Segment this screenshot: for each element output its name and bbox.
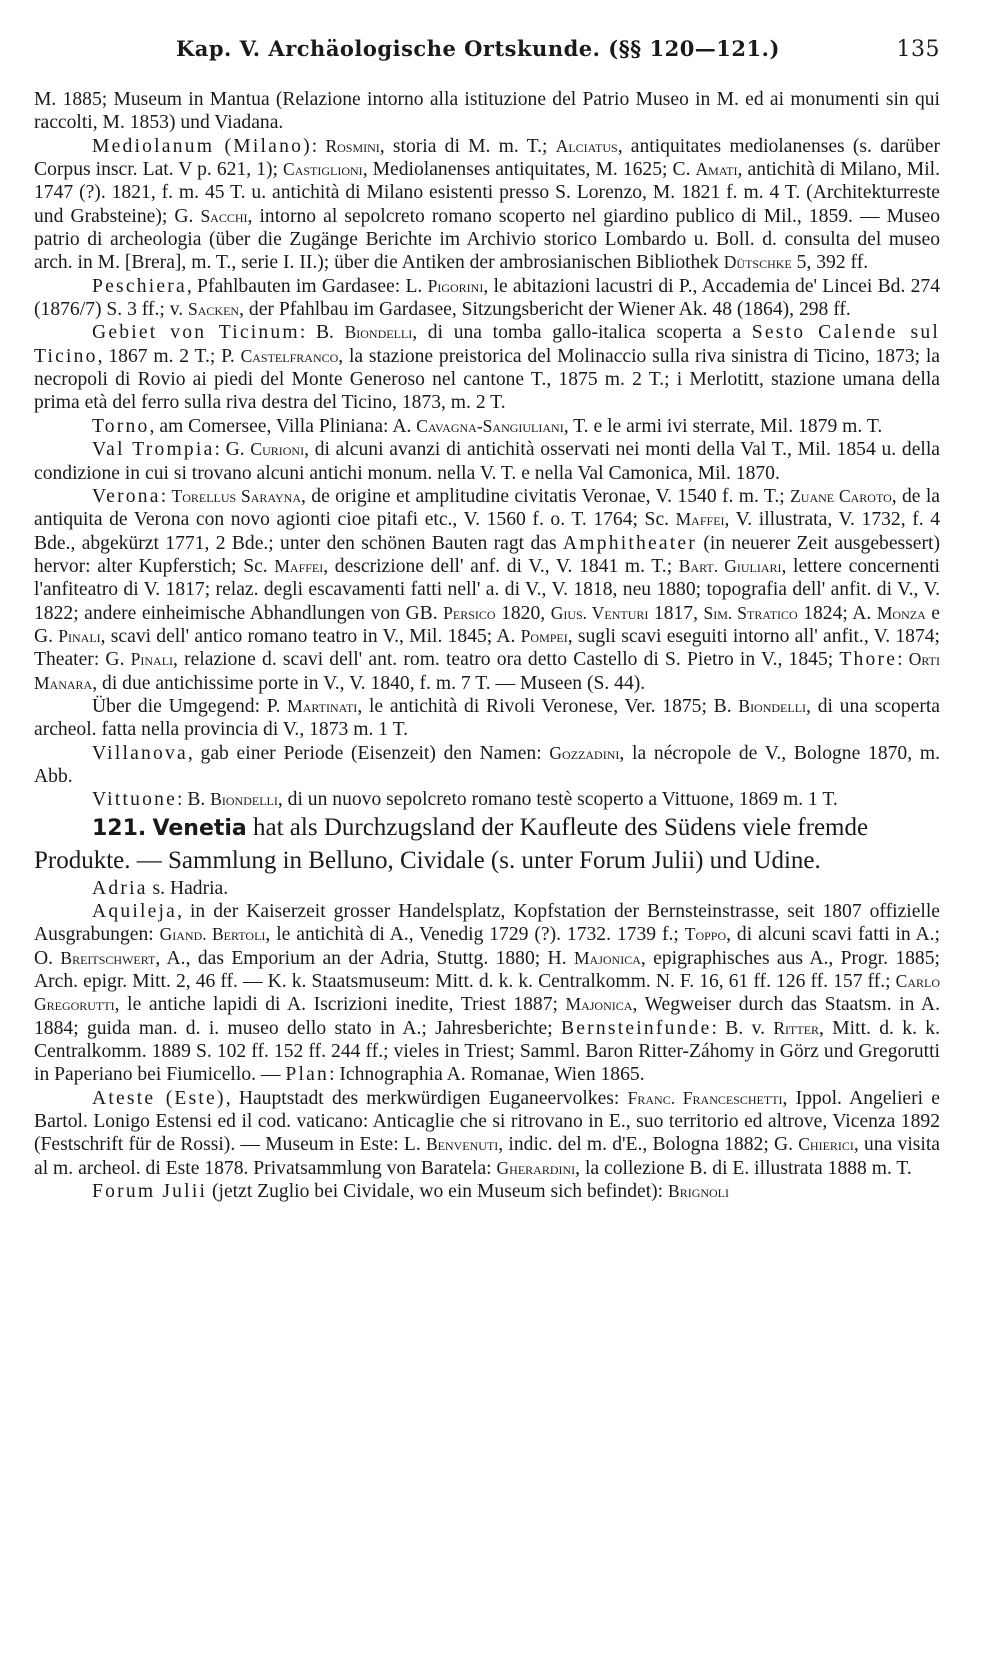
paragraph	[34, 695, 940, 742]
text-run: , di due antichissime porte in V., V. 1840, f. m. 7 T. — Museen (S. 44).	[92, 672, 646, 694]
text-run: , Mediolanenses antiquitates, M. 1625; C.	[362, 159, 696, 181]
text-run: , de origine et amplitudine civitatis Veronae, V. 1540 f. m. T.;	[301, 485, 791, 507]
text-run: Castelfranco	[240, 345, 339, 366]
text-run: Thore	[839, 649, 898, 671]
section-121	[34, 812, 940, 877]
paragraph	[34, 788, 940, 811]
text-run: , Mitt. d. k. k. Centralkomm. 1889 S. 102 ff. 152 ff. 244 ff.; vieles in Triest; Samml. Baron Ritter-Záhomy in Görz und Gregorutti in Paperiano bei Fiumicello. —	[34, 1017, 941, 1086]
text-run: , la stazione preistorica del Molinaccio sulla riva sinistra di Ticino, 1873; la necropoli di Rovio ai piedi del Monte Generoso nel cantone T., 1875 m. 2 T.; i Merlotitt, stazione umana della prima età del ferro sulla riva destra del Ticino, 1873, m. 2 T.	[34, 345, 940, 414]
paragraph	[34, 1180, 940, 1203]
paragraph	[34, 742, 940, 789]
text-run: Adria	[92, 877, 148, 899]
paragraph	[34, 438, 940, 485]
text-run: (jetzt Zuglio bei Cividale, wo ein Museum sich befindet):	[207, 1181, 669, 1203]
paragraph	[34, 88, 940, 135]
paragraph	[34, 1087, 940, 1180]
paragraph	[34, 485, 940, 695]
paragraph	[34, 275, 940, 322]
paragraphs-part-2	[34, 877, 940, 1204]
text-run: , Wegweiser durch das Staatsm. in A. 1884; guida man. d. i. museo dello stato in A.; Jahresberichte;	[34, 994, 940, 1039]
text-run: , di una scoperta archeol. fatta nella provincia di V., 1873 m. 1 T.	[34, 695, 940, 741]
text-run: e G.	[34, 602, 940, 647]
paragraph	[34, 135, 940, 275]
text-run: :	[897, 649, 909, 671]
text-run: Val Trompia	[92, 439, 215, 461]
text-run: , antiquitates mediolanenses (s. darüber Corpus inscr. Lat. V p. 621, 1);	[34, 135, 940, 181]
paragraph	[34, 877, 940, 900]
text-run: Sim. Stratico	[703, 602, 798, 623]
text-run: , le antichità di Rivoli Veronese, Ver. 1875; B.	[357, 695, 739, 717]
text-run: (in neuerer Zeit ausgebessert) hervor: alter Kupferstich; Sc.	[34, 532, 940, 577]
text-run: , una visita al m. archeol. di Este 1878. Privatsammlung von Baratela:	[34, 1134, 940, 1179]
text-run: , descrizione dell' anf. di V., V. 1841 m. T.;	[323, 555, 679, 577]
text-run: Torellus Sarayna	[171, 485, 302, 506]
paragraphs-part-1	[34, 88, 940, 812]
text-run: Verona	[92, 485, 161, 507]
paragraph	[34, 321, 940, 414]
paragraph	[34, 415, 940, 438]
text-run: Sacken	[188, 299, 240, 320]
text-run: : Ichnographia A. Romanae, Wien 1865.	[329, 1064, 645, 1086]
text-run: Majonica	[565, 994, 633, 1015]
running-header	[34, 36, 940, 62]
text-run: Maffei	[274, 555, 324, 576]
text-run: Torno	[92, 415, 150, 437]
section-intro: hat als Durchzugsland der Kaufleute des Südens viele fremde Produkte. — Sammlung in Belluno, Cividale (s. unter Forum Julii) und Udine.	[34, 813, 869, 874]
text-run: Biondelli	[344, 322, 413, 343]
text-run: , di un nuovo sepolcreto romano testè scoperto a Vittuone, 1869 m. 1 T.	[277, 789, 838, 811]
text-run: Alciatus	[555, 135, 618, 156]
text-run: , le antichità di A., Venedig 1729 (?). 1732. 1739 f.;	[265, 924, 685, 946]
text-run: Persico	[443, 602, 496, 623]
text-run: , am Comersee, Villa Pliniana: A.	[149, 415, 417, 437]
text-run: s. Hadria.	[147, 877, 229, 899]
text-run: , di alcuni scavi fatti in A.; O.	[34, 924, 941, 969]
text-run: Ritter	[773, 1017, 820, 1038]
text-run: Rosmini	[325, 135, 380, 156]
page-number: 135	[896, 37, 940, 62]
text-run: Gius. Venturi	[550, 602, 649, 623]
text-run: Pigorini	[427, 275, 484, 296]
text-run: Curioni	[250, 439, 305, 460]
text-run: 1820,	[495, 602, 551, 624]
text-run: , le antiche lapidi di A. Iscrizioni inedite, Triest 1887;	[114, 994, 566, 1016]
text-run: Martinati	[287, 695, 358, 716]
text-run: Pompei	[520, 625, 568, 646]
text-run: Zuane Caroto	[790, 485, 892, 506]
text-run: :	[311, 135, 326, 157]
text-run: Sesto Calende sul Ticino	[34, 322, 940, 367]
text-run: Pinali	[130, 649, 174, 670]
text-run: Pinali	[58, 625, 101, 646]
text-run: , sugli scavi eseguiti intorno all' anfit., V. 1874; Theater: G.	[34, 625, 940, 671]
text-run: Peschiera	[92, 275, 187, 297]
text-run: Biondelli	[738, 695, 807, 716]
text-run: , gab einer Periode (Eisenzeit) den Namen:	[187, 742, 550, 764]
text-run: : B.	[177, 789, 211, 811]
text-run: Ateste (Este)	[92, 1087, 226, 1109]
text-run: Majonica	[573, 947, 641, 968]
text-run: Über die Umgegend: P.	[92, 695, 288, 717]
text-run: , T. e le armi ivi sterrate, Mil. 1879 m. T.	[563, 415, 883, 437]
text-run: , Ippol. Angelieri e Bartol. Lonigo Estensi ed il cod. vaticano: Anticaglie che si ritrovano in E., suo territorio ed altrove, Vicenza 1892 (Festschrift für de Rossi). — Museum in Este: L.	[34, 1087, 941, 1156]
text-run: Carlo Gregorutti	[34, 971, 940, 1015]
text-run: , de la antiquita de Verona con novo agionti cioe pitafi etc., V. 1560 f. o. T. 1764; Sc.	[34, 485, 940, 531]
text-run: Villanova	[92, 742, 188, 764]
text-run: , epigraphisches aus A., Progr. 1885; Arch. epigr. Mitt. 2, 46 ff. — K. k. Staatsmuseum: Mitt. d. k. k. Centralkomm. N. F. 16, 61 ff. 126 ff. 157 ff.;	[34, 947, 940, 993]
text-run: Gebiet von Ticinum	[92, 322, 300, 344]
text-run: , scavi dell' antico romano teatro in V., Mil. 1845; A.	[100, 625, 521, 647]
text-run: , intorno al sepolcreto romano scoperto nel giardino publico di Mil., 1859. — Museo patrio di archeologia (über die Zugänge Berichte im Archivio storico Lombardo u. Boll. d. consulta del museo arch. in M. [Brera], m. T., serie I. II.); über die Antiken der ambrosianischen Bibliothek	[34, 205, 940, 274]
text-run: Castiglioni	[283, 159, 363, 180]
text-run: Amphitheater	[562, 532, 698, 554]
text-run: , lettere concernenti l'anfiteatro di V. 1817; relaz. degli escavamenti fatti nell' a. di V., V. 1818, neu 1880; topografia dell' anfit. di V., V. 1822; andere einheimische Abhandlungen von GB.	[34, 555, 941, 624]
text-run: , antichità di Milano, Mil. 1747 (?). 1821, f. m. 45 T. u. antichità di Milano esistenti presso S. Lorenzo, M. 1821 f. m. 4 T. (Architekturreste und Grabsteine); G.	[34, 159, 940, 227]
text-run: : G.	[214, 439, 251, 461]
text-run: , in der Kaiserzeit grosser Handelsplatz, Kopfstation der Bernsteinstrasse, seit 1807 offizielle Ausgrabungen:	[34, 901, 940, 946]
text-run: Aquileja	[92, 901, 178, 922]
text-run: Vittuone	[92, 789, 177, 811]
text-run: Monza	[876, 602, 926, 623]
text-run: , Hauptstadt des merkwürdigen Euganeervolkes:	[225, 1087, 628, 1109]
text-run: Gozzadini	[549, 742, 620, 763]
text-run: , le abitazioni lacustri di P., Accademia de' Lincei Bd. 274 (1876/7) S. 3 ff.; v.	[34, 275, 940, 321]
text-run: Maffei	[675, 509, 725, 530]
text-run: , la collezione B. di E. illustrata 1888 m. T.	[575, 1157, 912, 1179]
text-run: , der Pfahlbau im Gardasee, Sitzungsbericht der Wiener Ak. 48 (1864), 298 ff.	[239, 299, 851, 321]
section-heading: Venetia	[152, 815, 247, 841]
text-run: Amati	[695, 159, 738, 180]
section-number: 121.	[92, 815, 147, 841]
text-run: : B. v.	[711, 1017, 774, 1039]
text-run: Gherardini	[496, 1157, 576, 1178]
text-run: Cavagna-Sangiuliani	[416, 415, 564, 436]
text-run: Bernsteinfunde	[561, 1017, 712, 1039]
text-run: , la nécropole de V., Bologne 1870, m. Abb.	[34, 742, 940, 787]
text-run: Plan	[285, 1064, 330, 1086]
text-run: , 1867 m. 2 T.; P.	[97, 345, 241, 367]
text-run: Brignoli	[668, 1181, 730, 1202]
text-run: Franc. Franceschetti	[627, 1087, 783, 1108]
text-run: Orti Manara	[34, 649, 941, 693]
text-run: Benvenuti	[425, 1134, 499, 1155]
text-run: :	[160, 485, 172, 507]
text-run: , di alcuni avanzi di antichità osservati nei monti della Val T., Mil. 1854 u. della condizione in cui si trovano alcuni antichi monum. nella V. T. e nella Val Camonica, Mil. 1870.	[34, 439, 940, 484]
text-run: , indic. del m. d'E., Bologna 1882; G.	[498, 1134, 799, 1156]
text-run: M. 1885; Museum in Mantua (Relazione intorno alla istituzione del Patrio Museo in M. ed ai monumenti sin qui raccolti, M. 1853) und Viadana.	[34, 89, 940, 134]
text-run: Biondelli	[210, 789, 278, 810]
text-run: Chierici	[798, 1134, 854, 1155]
text-run: Forum Julii	[92, 1181, 208, 1203]
text-run: Breitschwert	[60, 947, 156, 968]
body-text	[34, 88, 940, 1203]
text-run: Mediolanum (Milano)	[92, 135, 312, 157]
text-run: 1817,	[648, 602, 704, 624]
text-run: Dütschke	[723, 252, 792, 273]
text-run: , di una tomba gallo-italica scoperta a	[412, 322, 752, 344]
paragraph	[34, 900, 940, 1087]
text-run: Toppo	[684, 924, 727, 945]
text-run: : B.	[299, 322, 345, 344]
text-run: , A., das Emporium an der Adria, Stuttg. 1880; H.	[155, 947, 574, 969]
text-run: Bart. Giuliari	[678, 555, 782, 576]
text-run: Giand. Bertoli	[159, 924, 266, 945]
text-run: , Pfahlbauten im Gardasee: L.	[186, 275, 428, 297]
text-run: , storia di M. m. T.;	[379, 135, 556, 157]
text-run: Sacchi	[200, 205, 248, 226]
chapter-title: Kap. V. Archäologische Ortskunde. (§§ 120—121.)	[176, 36, 780, 61]
text-run: 5, 392 ff.	[791, 252, 869, 274]
text-run: , relazione d. scavi dell' ant. rom. teatro ora detto Castello di S. Pietro in V., 1845;	[173, 649, 840, 671]
text-run: 1824; A.	[797, 602, 877, 624]
text-run: , V. illustrata, V. 1732, f. 4 Bde., abgekürzt 1771, 2 Bde.; unter den schönen Bauten ragt das	[34, 509, 941, 554]
